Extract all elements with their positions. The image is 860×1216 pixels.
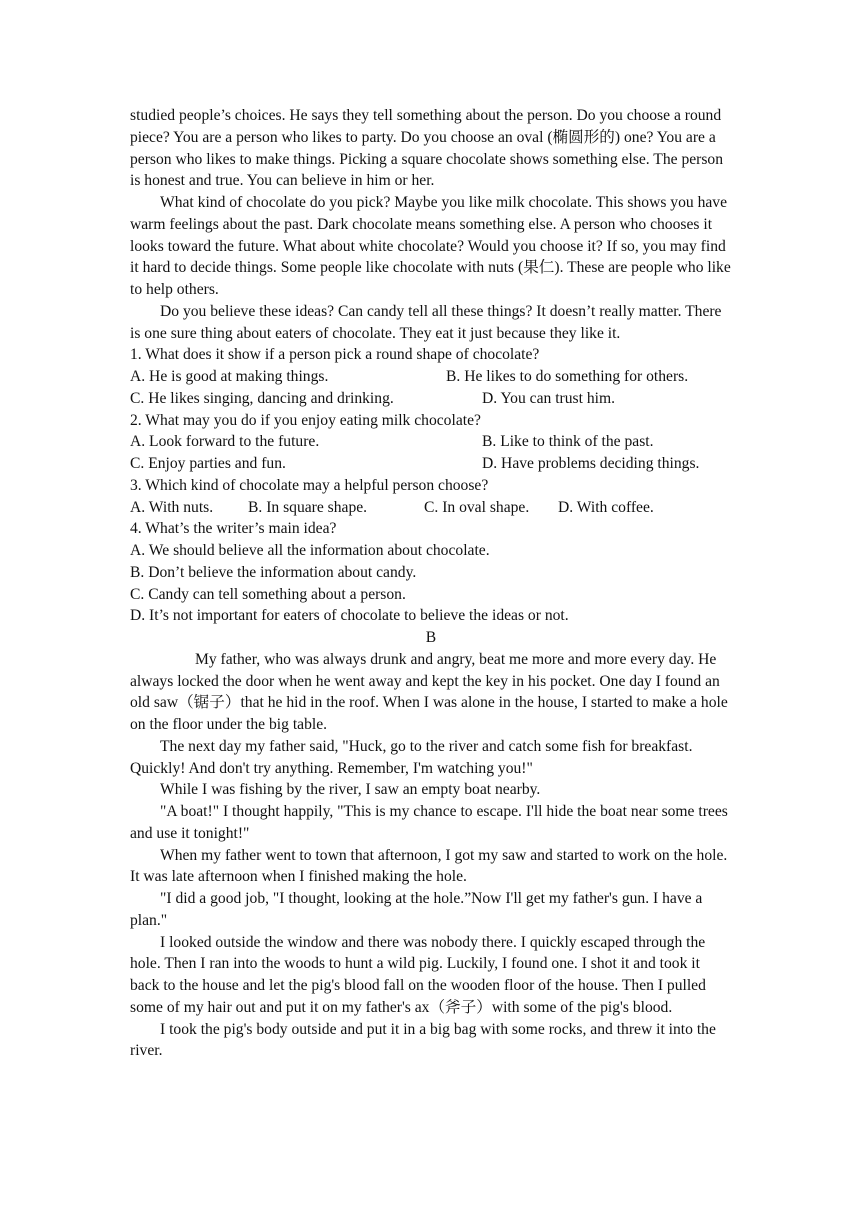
question-1-option-d: D. You can trust him. xyxy=(482,389,615,407)
question-3-option-a: A. With nuts. xyxy=(130,498,214,516)
question-2-options-row-1 xyxy=(130,431,732,453)
question-2-option-c: C. Enjoy parties and fun. xyxy=(130,455,286,472)
question-1-option-b: B. He likes to do something for others. xyxy=(446,368,689,385)
question-4-option-a: A. We should believe all the information about chocolate. xyxy=(130,542,490,559)
question-2-options-row-2 xyxy=(130,453,732,475)
passage-a-paragraph-3: Do you believe these ideas? Can candy tell all these things? It doesn’t really matter. There is one sure thing about eaters of chocolate. They eat it just because they like it. xyxy=(130,302,722,342)
question-2-stem: 2. What may you do if you enjoy eating milk chocolate? xyxy=(130,411,481,429)
passage-b-paragraph-2: The next day my father said, "Huck, go to the river and catch some fish for breakfast. Quickly! And don't try anything. Remember, I'm watching you!" xyxy=(130,737,693,777)
question-2-option-b: B. Like to think of the past. xyxy=(482,433,654,451)
passage-a-paragraph-1: studied people’s choices. He says they tell something about the person. Do you choose a round piece? You are a person who likes to party. Do you choose an oval (椭圆形的) one? You are a person who likes to make things. Picking a square chocolate shows something else. The person is honest and true. You can believe in him or her. xyxy=(130,107,724,190)
question-3-option-b: B. In square shape. xyxy=(248,498,368,516)
passage-a-paragraph-2: What kind of chocolate do you pick? Maybe you like milk chocolate. This shows you have warm feelings about the past. Dark chocolate means something else. A person who chooses it looks toward the future. What about white chocolate? Would you choose it? If so, you may find it hard to decide things. Some people like chocolate with nuts (果仁). These are people who like to help others. xyxy=(130,194,731,298)
question-3-option-c: C. In oval shape. xyxy=(424,498,530,516)
passage-b-paragraph-4: "A boat!" I thought happily, "This is my chance to escape. I'll hide the boat near some trees and use it tonight!" xyxy=(130,803,728,842)
question-2-option-a: A. Look forward to the future. xyxy=(130,433,320,451)
question-3-option-d: D. With coffee. xyxy=(558,498,654,516)
question-4-option-c: C. Candy can tell something about a person. xyxy=(130,585,406,603)
question-4-stem: 4. What’s the writer’s main idea? xyxy=(130,520,337,538)
question-4-option-d: D. It’s not important for eaters of chocolate to believe the ideas or not. xyxy=(130,607,569,625)
question-3-stem: 3. Which kind of chocolate may a helpful person choose? xyxy=(130,476,489,494)
passage-b-paragraph-6: "I did a good job, "I thought, looking at the hole.”Now I'll get my father's gun. I have a plan." xyxy=(130,890,703,929)
question-1-options-row-1 xyxy=(130,366,732,388)
question-1-stem: 1. What does it show if a person pick a round shape of chocolate? xyxy=(130,346,540,364)
question-2-option-d: D. Have problems deciding things. xyxy=(482,455,700,472)
question-1-option-a: A. He is good at making things. xyxy=(130,368,329,385)
passage-b-paragraph-5: When my father went to town that afternoon, I got my saw and started to work on the hole. It was late afternoon when I finished making the hole. xyxy=(130,846,728,886)
question-1-options-row-2 xyxy=(130,388,732,410)
passage-b-paragraph-3: While I was fishing by the river, I saw an empty boat nearby. xyxy=(160,781,541,799)
question-4-option-b: B. Don’t believe the information about candy. xyxy=(130,563,417,581)
passage-b-paragraph-8: I took the pig's body outside and put it in a big bag with some rocks, and threw it into the river. xyxy=(130,1020,716,1060)
question-1-option-c: C. He likes singing, dancing and drinking. xyxy=(130,389,394,407)
document-page xyxy=(130,105,732,1062)
passage-b-paragraph-7: I looked outside the window and there was nobody there. I quickly escaped through the hole. Then I ran into the woods to hunt a wild pig. Luckily, I found one. I shot it and took it back to the house and let the pig's blood fall on the wooden floor of the house. Then I pulled some of my hair out and put it on my father's ax（斧子）with some of the pig's blood. xyxy=(130,933,706,1016)
question-3-options-row xyxy=(130,497,732,519)
section-b-heading: B xyxy=(425,629,437,646)
passage-b-paragraph-1: My father, who was always drunk and angry, beat me more and more every day. He always locked the door when he went away and kept the key in his pocket. One day I found an old saw（锯子）that he hid in the roof. When I was alone in the house, I started to make a hole on the floor under the big table. xyxy=(130,650,728,733)
